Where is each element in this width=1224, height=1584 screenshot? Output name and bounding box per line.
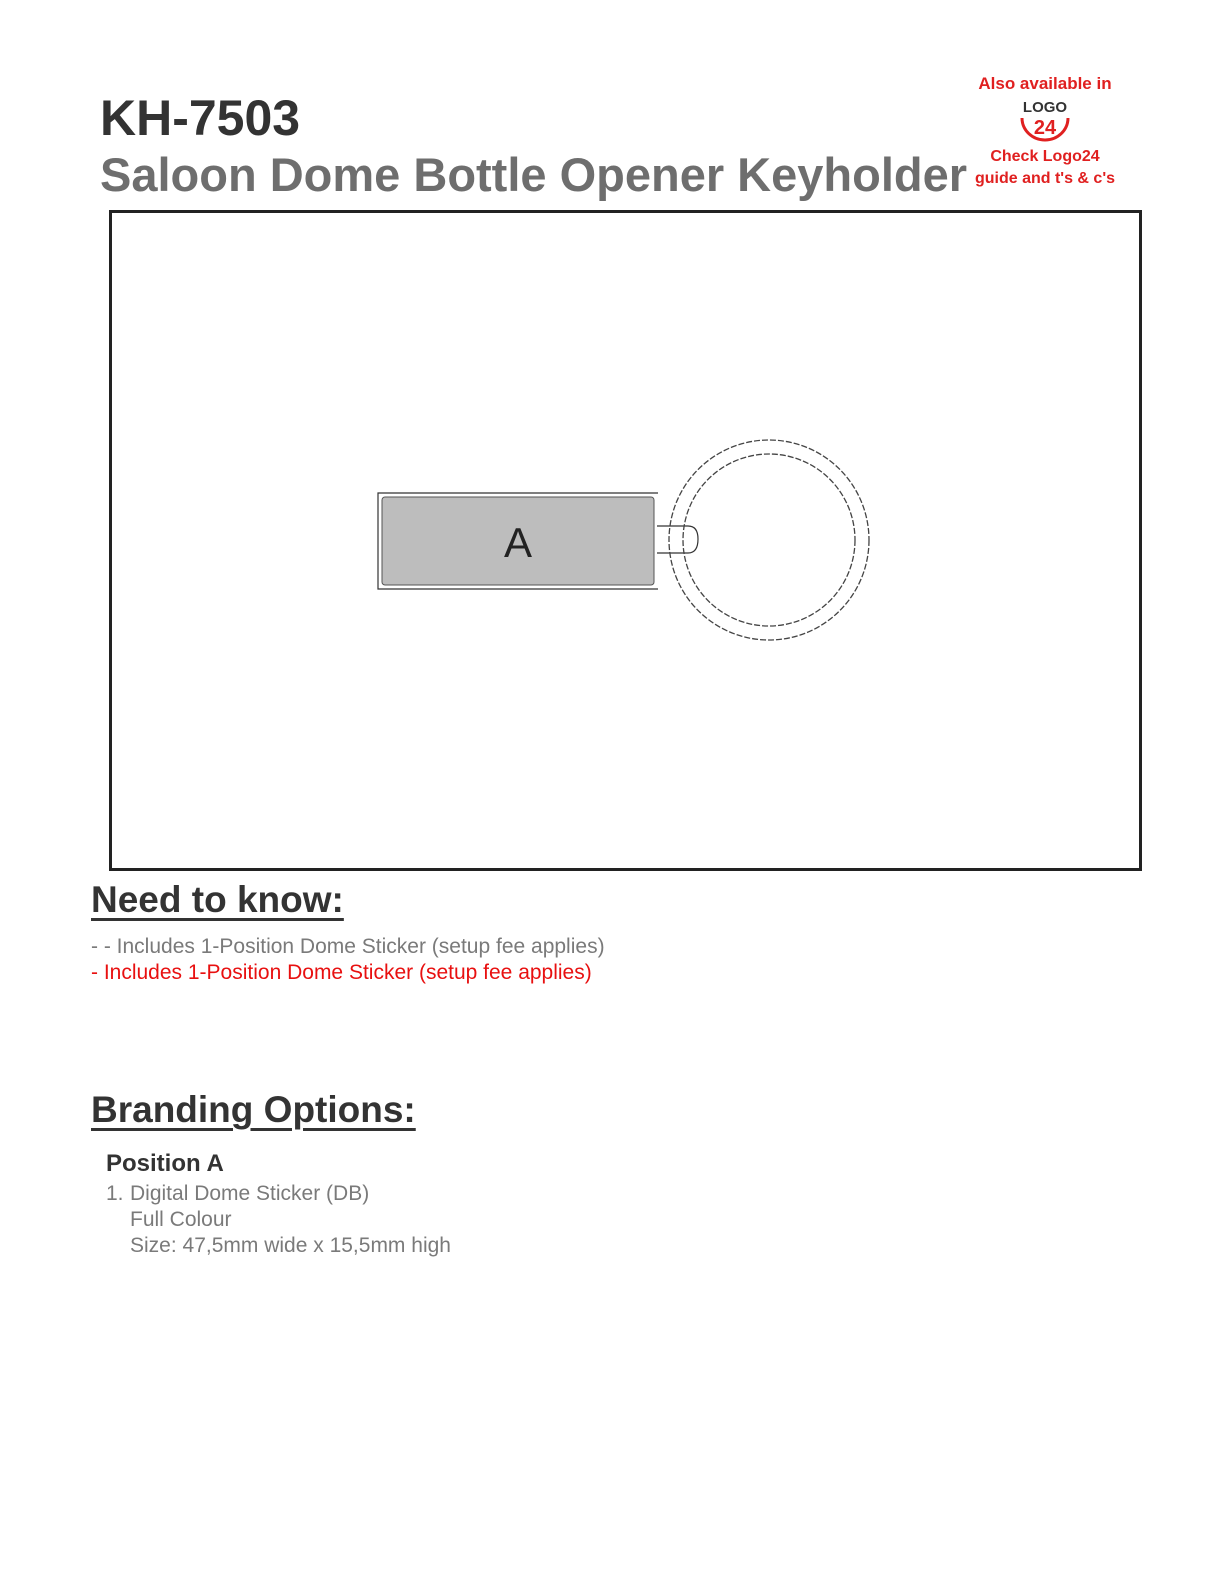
list-item: - Includes 1-Position Dome Sticker (setup fee applies) — [91, 961, 592, 984]
logo24-emblem-icon — [1010, 96, 1080, 146]
branding-method-number: 1. — [106, 1182, 124, 1205]
product-name: Saloon Dome Bottle Opener Keyholder — [100, 148, 968, 201]
keyholder-illustration — [112, 213, 1139, 868]
list-item: - - Includes 1-Position Dome Sticker (setup fee applies) — [91, 935, 605, 958]
logo24-terms-text: guide and t's & c's — [974, 170, 1116, 187]
branding-options-title: Branding Options: — [91, 1089, 416, 1130]
list-item — [106, 1181, 451, 1207]
branding-method-size: Size: 47,5mm wide x 15,5mm high — [130, 1234, 451, 1257]
product-code: KH-7503 — [100, 90, 301, 146]
logo24-emblem-number: 24 — [1033, 117, 1057, 139]
branding-position-label: Position A — [106, 1150, 224, 1177]
logo24-badge — [950, 72, 1140, 190]
key-ring-inner — [683, 454, 855, 626]
need-to-know-title: Need to know: — [91, 879, 344, 920]
logo24-check-text: Check Logo24 — [990, 148, 1100, 165]
branding-method-colour: Full Colour — [130, 1208, 232, 1231]
logo24-emblem-word: LOGO — [1022, 99, 1068, 116]
sticker-position-label: A — [503, 519, 533, 566]
need-to-know-list — [91, 934, 605, 986]
key-ring-outer — [669, 440, 869, 640]
logo24-available-text: Also available in — [978, 74, 1112, 93]
branding-method-list — [106, 1181, 451, 1259]
product-image-frame — [109, 210, 1142, 871]
branding-method-name: Digital Dome Sticker (DB) — [130, 1182, 370, 1205]
